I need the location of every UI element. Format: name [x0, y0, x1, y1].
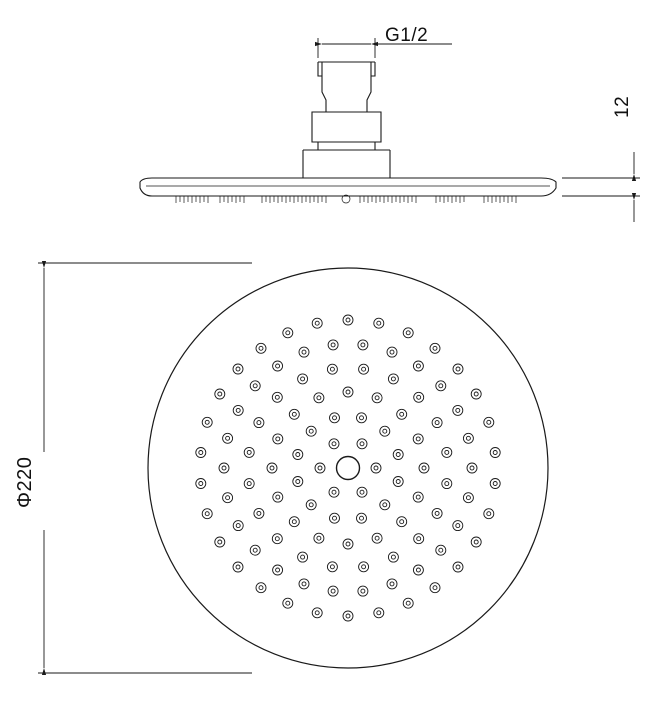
nozzle [490, 448, 500, 458]
nozzle-bore [332, 490, 336, 494]
nozzle [397, 409, 407, 419]
nozzle [453, 562, 463, 572]
nozzle-bore [330, 565, 334, 569]
nozzle-bore [383, 503, 387, 507]
nozzle-bore [416, 437, 420, 441]
nozzle-bore [236, 367, 240, 371]
nozzle-bore [445, 450, 449, 454]
nozzle-bore [247, 450, 251, 454]
plate-outer-circle [148, 268, 548, 668]
nozzle [359, 364, 369, 374]
nozzle-bore [205, 512, 209, 516]
nozzle [343, 611, 353, 621]
nozzle [490, 479, 500, 489]
nozzle [413, 565, 423, 575]
nozzle [358, 340, 368, 350]
nozzle [315, 463, 325, 473]
diameter-dimension [38, 263, 252, 673]
nozzle-bore [391, 555, 395, 559]
nozzle-bore [470, 466, 474, 470]
nozzle-bore [456, 565, 460, 569]
thickness-dimension [562, 152, 640, 222]
nozzle [273, 361, 283, 371]
nozzle-bore [218, 540, 222, 544]
nozzle [358, 586, 368, 596]
nozzle-bore [301, 377, 305, 381]
nozzle [273, 565, 283, 575]
nozzle [442, 479, 452, 489]
nozzle [233, 562, 243, 572]
nozzle-bore [318, 466, 322, 470]
nozzle [327, 364, 337, 374]
inlet-collar-left [318, 62, 322, 76]
plate-side-profile [140, 178, 556, 196]
nozzle-bore [199, 482, 203, 486]
nozzle-bore [257, 511, 261, 515]
nozzle [463, 493, 473, 503]
nozzle [343, 387, 353, 397]
nozzle-bore [286, 331, 290, 335]
nozzle-bore [253, 384, 257, 388]
nozzle-bore [296, 480, 300, 484]
nozzle [293, 450, 303, 460]
nozzle [223, 433, 233, 443]
nozzle [453, 405, 463, 415]
nozzle-bore [259, 586, 263, 590]
nozzle-bore [487, 420, 491, 424]
nozzle-bore [361, 589, 365, 593]
nozzle [202, 417, 212, 427]
nozzle [306, 500, 316, 510]
nozzle-bore [406, 601, 410, 605]
nozzle [289, 409, 299, 419]
nozzle-bore [487, 512, 491, 516]
nozzle [471, 537, 481, 547]
nozzle-bore [362, 565, 366, 569]
nozzle [283, 328, 293, 338]
nozzle-bore [276, 495, 280, 499]
nozzle [330, 513, 340, 523]
nozzle-bore [400, 412, 404, 416]
nozzle [453, 364, 463, 374]
nozzle [244, 447, 254, 457]
nozzle [393, 477, 403, 487]
nozzle-bore [456, 524, 460, 528]
nozzle [343, 315, 353, 325]
nozzle [244, 479, 254, 489]
nozzle [388, 374, 398, 384]
nozzle [328, 340, 338, 350]
nozzle-bore [301, 555, 305, 559]
nozzle [293, 477, 303, 487]
nozzle-bore [416, 568, 420, 572]
nozzle [215, 389, 225, 399]
nozzle-bore [199, 451, 203, 455]
nozzle-bore [360, 416, 364, 420]
nozzle-bore [360, 516, 364, 520]
nozzle-bore [377, 611, 381, 615]
nozzle-bore [474, 540, 478, 544]
nozzle-bore [309, 429, 313, 433]
nozzle [299, 347, 309, 357]
nozzle-bore [346, 614, 350, 618]
nozzle [273, 492, 283, 502]
nozzle [387, 579, 397, 589]
nozzle [283, 598, 293, 608]
nozzle [329, 487, 339, 497]
nozzle-bore [226, 496, 230, 500]
nozzle [432, 418, 442, 428]
nozzle-bore [236, 565, 240, 569]
nozzle [419, 463, 429, 473]
inlet-left-profile [322, 62, 326, 112]
nozzle [233, 364, 243, 374]
nozzle-bore [276, 364, 280, 368]
nozzle [380, 500, 390, 510]
nozzle [432, 508, 442, 518]
nozzle-bore [275, 537, 279, 541]
nozzle [463, 433, 473, 443]
nozzle-bore [396, 480, 400, 484]
nozzle [233, 521, 243, 531]
nozzle-bore [315, 611, 319, 615]
nozzle-bore [317, 396, 321, 400]
nozzle-bore [466, 436, 470, 440]
nozzle-field [196, 315, 500, 621]
nozzle-bore [317, 536, 321, 540]
nozzle-bore [433, 346, 437, 350]
nozzle [436, 381, 446, 391]
nozzle-bore [435, 421, 439, 425]
nozzle [359, 562, 369, 572]
nozzle [328, 586, 338, 596]
nozzle-bore [433, 586, 437, 590]
nozzle-bore [275, 395, 279, 399]
nozzle [484, 509, 494, 519]
nozzle-bore [375, 396, 379, 400]
nozzle [372, 533, 382, 543]
nozzle-bore [331, 589, 335, 593]
nozzle-bore [456, 408, 460, 412]
nozzle-bore [361, 343, 365, 347]
nozzle [436, 545, 446, 555]
nozzle-bore [374, 466, 378, 470]
nozzle-bore [315, 321, 319, 325]
nozzle [327, 562, 337, 572]
nozzle-bore [309, 503, 313, 507]
nozzle [357, 413, 367, 423]
nozzle [430, 343, 440, 353]
nozzle-bore [333, 516, 337, 520]
nozzle-bore [218, 392, 222, 396]
nozzle-bore [390, 582, 394, 586]
nozzle [413, 492, 423, 502]
nozzle [196, 448, 206, 458]
nozzle-bore [390, 350, 394, 354]
nozzle-bore [439, 548, 443, 552]
nozzle-bore [439, 384, 443, 388]
nozzle [371, 463, 381, 473]
nozzle-bore [270, 466, 274, 470]
nozzle [254, 508, 264, 518]
nozzle-bore [391, 377, 395, 381]
side-elevation-group [140, 62, 556, 196]
plate-thickness-label: 12 [612, 95, 633, 118]
nozzle-bore [222, 466, 226, 470]
nozzle [202, 509, 212, 519]
nozzle [357, 439, 367, 449]
nozzle [414, 534, 424, 544]
nozzle-bore [302, 582, 306, 586]
nozzle-bore [257, 421, 261, 425]
nozzle-bore [383, 429, 387, 433]
nozzle [298, 552, 308, 562]
nozzle [223, 493, 233, 503]
nozzle [374, 318, 384, 328]
nozzle-bore [205, 420, 209, 424]
inlet-collar-right [371, 62, 375, 76]
nozzle-bore [292, 520, 296, 524]
thread-size-label: G1/2 [385, 25, 429, 46]
nozzle-bore [493, 482, 497, 486]
nozzle-bore [396, 453, 400, 457]
nozzle-bore [493, 451, 497, 455]
nozzle-bore [360, 442, 364, 446]
nozzle [387, 347, 397, 357]
nozzle [219, 463, 229, 473]
nozzle [330, 413, 340, 423]
nozzle [374, 608, 384, 618]
nozzle-bore [417, 395, 421, 399]
nozzle-bore [302, 350, 306, 354]
nozzle [343, 539, 353, 549]
nozzle [484, 417, 494, 427]
nozzle [357, 487, 367, 497]
nozzle [453, 521, 463, 531]
nozzle [388, 552, 398, 562]
plate-diameter-label: Φ220 [14, 456, 36, 508]
center-outlet [337, 457, 360, 480]
nozzle [250, 545, 260, 555]
nozzle-bore [474, 392, 478, 396]
nozzle-bore [417, 537, 421, 541]
nozzle [299, 579, 309, 589]
nozzle [254, 418, 264, 428]
nozzle-bore [346, 390, 350, 394]
nozzle-bore [422, 466, 426, 470]
nozzle-bore [435, 511, 439, 515]
nozzle [372, 393, 382, 403]
nozzle-bore [466, 496, 470, 500]
nozzle [256, 583, 266, 593]
nozzle [442, 447, 452, 457]
nozzle [312, 608, 322, 618]
nozzle [403, 598, 413, 608]
nozzle [397, 517, 407, 527]
nozzle-bore [247, 482, 251, 486]
nozzle [414, 392, 424, 402]
nozzle [267, 463, 277, 473]
nozzle-bore [276, 437, 280, 441]
nozzle-bore [360, 490, 364, 494]
nozzle [250, 381, 260, 391]
nozzle-bore [296, 453, 300, 457]
nozzle-bore [400, 520, 404, 524]
nozzle [272, 534, 282, 544]
nozzle [357, 513, 367, 523]
nozzle [413, 434, 423, 444]
nozzle-bore [333, 416, 337, 420]
nozzle-bore [416, 364, 420, 368]
nozzle-bore [286, 601, 290, 605]
nozzle-bore [346, 542, 350, 546]
nozzle-bore [362, 367, 366, 371]
nozzle [393, 450, 403, 460]
nozzle [430, 583, 440, 593]
nozzle [471, 389, 481, 399]
nozzle-bore [253, 548, 257, 552]
nozzle-bore [445, 482, 449, 486]
nozzle-bore [416, 495, 420, 499]
nozzle [380, 426, 390, 436]
nozzle-bore [456, 367, 460, 371]
nozzle-bore [331, 343, 335, 347]
nozzle [256, 343, 266, 353]
nozzle-bore [406, 331, 410, 335]
nozzle [329, 439, 339, 449]
nozzle [314, 393, 324, 403]
bottom-plan-group [148, 268, 548, 668]
swivel-body [312, 112, 381, 142]
nozzle [467, 463, 477, 473]
nozzle [403, 328, 413, 338]
nozzle [273, 434, 283, 444]
nozzle-bore [375, 536, 379, 540]
nozzle [289, 517, 299, 527]
nozzle [312, 318, 322, 328]
nozzle-bore [276, 568, 280, 572]
inlet-right-profile [367, 62, 371, 112]
nozzle [298, 374, 308, 384]
nozzle-bore [236, 408, 240, 412]
nozzle-bore [332, 442, 336, 446]
nozzle-bore [377, 321, 381, 325]
nozzle-bore [346, 318, 350, 322]
nozzle-bore [259, 346, 263, 350]
nozzle [233, 405, 243, 415]
nozzle [306, 426, 316, 436]
nozzle [196, 479, 206, 489]
nozzle [413, 361, 423, 371]
nozzle-bore [226, 436, 230, 440]
nozzle [215, 537, 225, 547]
nozzle-bore [330, 367, 334, 371]
nozzle-bore [292, 412, 296, 416]
nozzle [272, 392, 282, 402]
nozzle [314, 533, 324, 543]
nozzle-bore [236, 524, 240, 528]
